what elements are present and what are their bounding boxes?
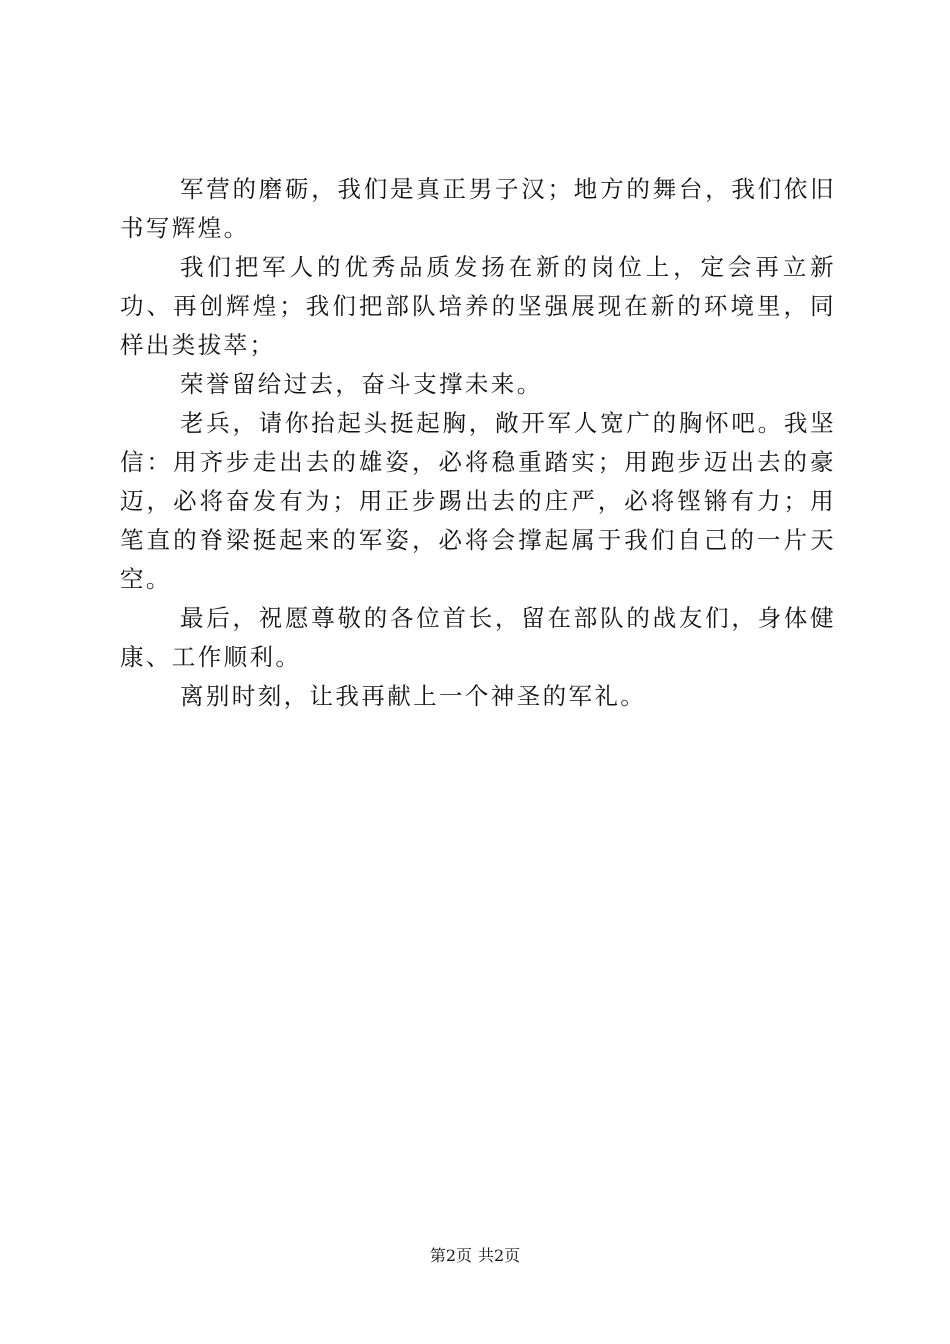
document-body xyxy=(120,170,836,716)
page-footer xyxy=(0,1243,950,1266)
paragraph: 离别时刻，让我再献上一个神圣的军礼。 xyxy=(180,682,647,710)
paragraph: 荣誉留给过去，奋斗支撑未来。 xyxy=(180,370,543,398)
paragraph: 最后，祝愿尊敬的各位首长，留在部队的战友们，身体健康、工作顺利。 xyxy=(120,604,836,671)
paragraph: 军营的磨砺，我们是真正男子汉；地方的舞台，我们依旧书写辉煌。 xyxy=(120,175,836,242)
page-number: 第2页 xyxy=(429,1246,472,1265)
paragraph: 老兵，请你抬起头挺起胸，敞开军人宽广的胸怀吧。我坚信：用齐步走出去的雄姿，必将稳重踏实；用跑步迈出去的豪迈，必将奋发有为；用正步踢出去的庄严，必将铿锵有力；用笔直的脊梁挺起来的军姿，必将会撑起属于我们自己的一片天空。 xyxy=(120,409,836,593)
paragraph: 我们把军人的优秀品质发扬在新的岗位上，定会再立新功、再创辉煌；我们把部队培养的坚强展现在新的环境里，同样出类拔萃； xyxy=(120,253,836,359)
page-total: 共2页 xyxy=(478,1246,521,1265)
